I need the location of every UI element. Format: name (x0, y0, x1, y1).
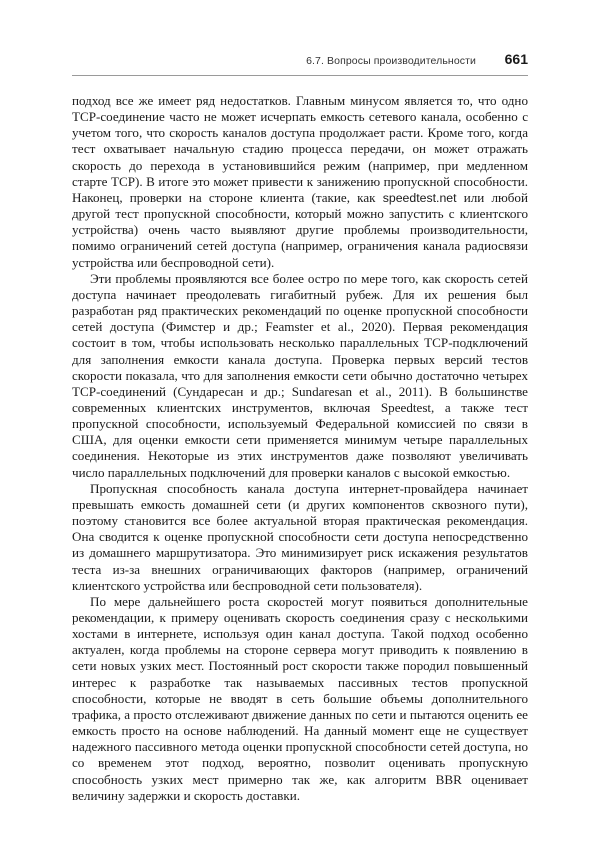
page-header (72, 51, 528, 73)
header-rule (72, 75, 528, 76)
running-head: 6.7. Вопросы производительности (306, 55, 476, 67)
paragraph-1-text-after: или любой другой тест пропускной способности, который можно запустить с клиентского устройства) очень часто выявляют другие проблемы производительности, помимо ограничений сетей доступа (например, ограничения канала радиосвязи устройства или беспроводной сети). (72, 189, 528, 270)
paragraph-1 (72, 93, 528, 271)
paragraph-1-text-before: подход все же имеет ряд недостатков. Главным минусом является то, что одно TCP-соединение часто не может исчерпать емкость сетевого канала, особенно с учетом того, что скорость каналов доступа продолжает расти. Кроме того, когда тест охватывает начальную стадию процесса передачи, он может отражать скорость до перехода в установившийся режим (например, при медленном старте TCP). В итоге это может привести к занижению пропускной способности. Наконец, проверки на стороне клиента (такие, как (72, 93, 528, 205)
body-text (72, 93, 528, 804)
page-number: 661 (504, 51, 528, 67)
speedtest-reference: speedtest.net (382, 190, 457, 205)
paragraph-2: Эти проблемы проявляются все более остро по мере того, как скорость сетей доступа начинает преодолевать гигабитный рубеж. Для их решения был разработан ряд практических рекомендаций по оценке пропускной способности сетей доступа (Фимстер и др.; Feamster et al., 2020). Первая рекомендация состоит в том, чтобы использовать несколько параллельных TCP-подключений для заполнения емкости канала доступа. Проверка первых версий тестов скорости показала, что для заполнения емкости сети обычно достаточно четырех TCP-соединений (Сундаресан и др.; Sundaresan et al., 2011). В большинстве современных клиентских инструментов, включая Speedtest, а также тест пропускной способности, используемый Федеральной комиссией по связи в США, для оценки емкости сети применяется минимум четыре параллельных соединения. Некоторые из этих инструментов даже позволяют увеличивать число параллельных подключений для проверки каналов с высокой емкостью. (72, 270, 528, 480)
paragraph-4: По мере дальнейшего роста скоростей могут появиться дополнительные рекомендации, к примеру оценивать скорость соединения сразу с несколькими хостами в интернете, используя один канал доступа. Такой подход особенно актуален, когда проблемы на стороне сервера могут приводить к появлению в сети новых узких мест. Постоянный рост скорости также породил повышенный интерес к разработке так называемых пассивных тестов пропускной способности, которые не вводят в сеть большие объемы дополнительного трафика, а просто отслеживают движение данных по сети и пытаются оценить ее емкость просто на основе наблюдений. На данный момент еще не существует надежного пассивного метода оценки пропускной способности сетей доступа, но со временем этот подход, вероятно, позволит оценивать пропускную способность узких мест примерно так же, как алгоритм BBR оценивает величину задержки и скорость доставки. (72, 593, 528, 803)
paragraph-3: Пропускная способность канала доступа интернет-провайдера начинает превышать емкость домашней сети (и других компонентов сквозного пути), поэтому становится все более актуальной вторая практическая рекомендация. Она сводится к оценке пропускной способности сети доступа непосредственно из домашнего маршрутизатора. Это минимизирует риск искажения результатов теста из-за внешних ограничивающих факторов (например, ограничений клиентского устройства или беспроводной сети пользователя). (72, 480, 528, 593)
